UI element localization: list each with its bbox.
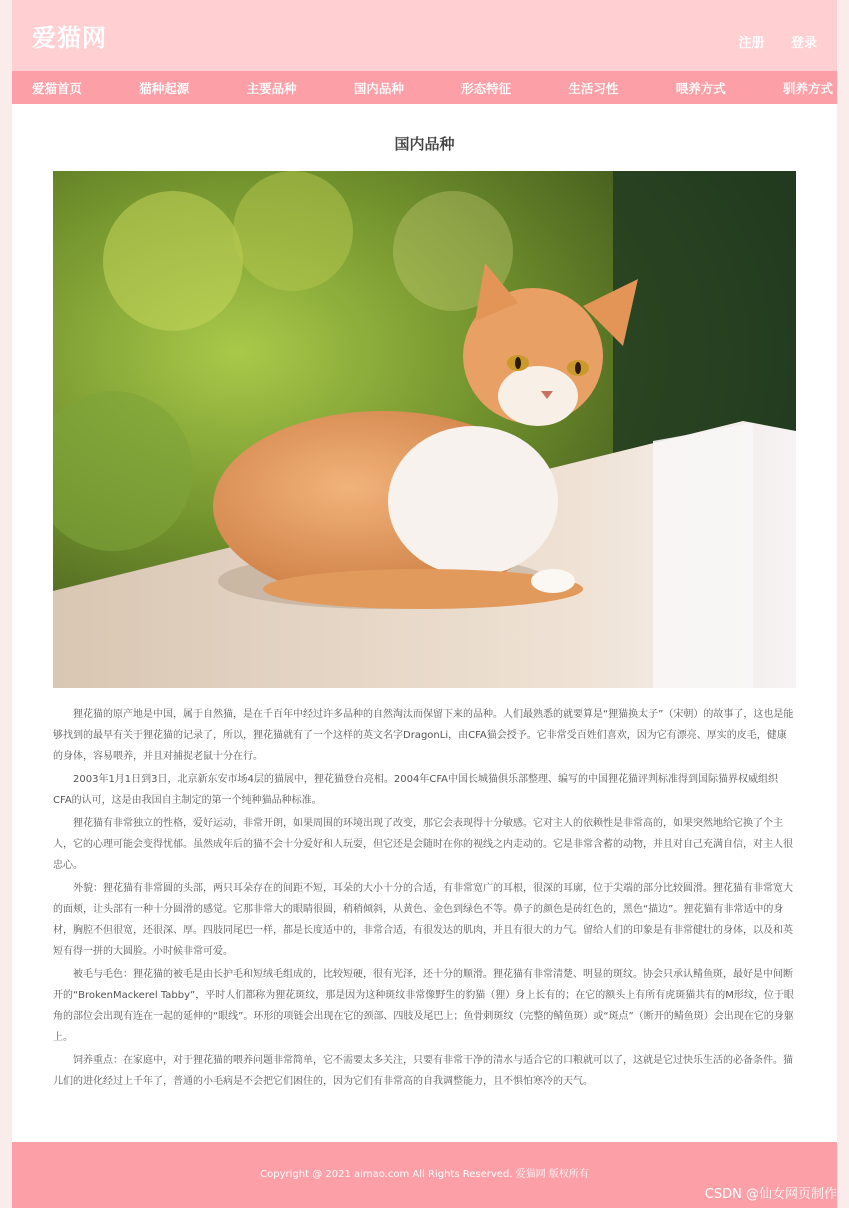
nav-item-breeds[interactable]: 主要品种 — [246, 80, 297, 96]
site-header — [12, 0, 837, 71]
page-container — [12, 0, 837, 1180]
nav-item-habits[interactable]: 生活习性 — [568, 80, 619, 96]
copyright-text: Copyright @ 2021 aimao.com All Rights Reserved. 爱猫网 版权所有 — [260, 1169, 589, 1180]
nav-item-domestic[interactable]: 国内品种 — [353, 80, 404, 96]
paragraph: 狸花猫有非常独立的性格，爱好运动，非常开朗，如果周围的环境出现了改变，那它会表现得十分敏感。它对主人的依赖性是非常高的，如果突然地给它换了个主人，它的心理可能会变得忧郁。虽然成年后的猫不会十分爱好和人玩耍，但它还是会随时在你的视线之内走动的。它是非常含蓄的动物，并且对自己充满自信，对主人很忠心。 — [53, 818, 793, 871]
paragraph: 2003年1月1日到3日，北京新东安市场4层的猫展中，狸花猫登台亮相。2004年CFA中国长城猫俱乐部整理、编写的中国狸花猫评判标准得到国际猫界权威组织CFA的认可，这是由我国自主制定的第一个纯种猫品种标准。 — [53, 774, 779, 806]
nav-item-home[interactable]: 爱猫首页 — [32, 80, 83, 96]
paragraph: 饲养重点：在家庭中，对于狸花猫的喂养问题非常简单，它不需要太多关注，只要有非常干净的清水与适合它的口粮就可以了，这就是它过快乐生活的必备条件。猫儿们的进化经过上千年了，普通的小毛病是不会把它们困住的，因为它们有非常高的自我调整能力，且不惧怕寒冷的天气。 — [53, 1055, 793, 1087]
login-link[interactable]: 登录 — [790, 36, 817, 51]
paragraph: 被毛与毛色：狸花猫的被毛是由长护毛和短绒毛组成的，比较短硬，很有光泽，还十分的顺滑。狸花猫有非常清楚、明显的斑纹。协会只承认鲭鱼斑，最好是中间断开的“BrokenMackerel Tabby”，平时人们都称为狸花斑纹，那是因为这种斑纹非常像野生的豹猫（狸）身上长有的；在它的额头上有所有虎斑猫共有的M形纹，位于眼角的部位会出现有连在一起的延伸的“眼线”。环形的项链会出现在它的颈部、四肢及尾巴上；鱼骨刺斑纹（完整的鲭鱼斑）或“斑点”（断开的鲭鱼斑）会出现在它的身躯上。 — [53, 969, 794, 1043]
auth-links — [716, 32, 817, 51]
page-title: 国内品种 — [394, 135, 455, 153]
watermark: CSDN @仙女网页制作 — [704, 1187, 837, 1202]
cat-photo — [53, 171, 796, 688]
nav-item-feeding[interactable]: 喂养方式 — [675, 80, 726, 96]
nav-item-origin[interactable]: 猫种起源 — [139, 80, 190, 96]
paragraph: 外貌：狸花猫有非常圆的头部，两只耳朵存在的间距不短，耳朵的大小十分的合适，有非常宽广的耳根，很深的耳廓，位于尖端的部分比较圆滑。狸花猫有非常宽大的面颊，让头部有一种十分圆滑的感觉。它那非常大的眼睛很圆，稍稍倾斜，从黄色、金色到绿色不等。鼻子的颜色是砖红色的，黑色“描边”。狸花猫有非常适中的身材，胸腔不但很宽，还很深、厚。四肢同尾巴一样，都是长度适中的，非常合适，有很发达的肌肉，并且有很大的力气。留给人们的印象是有非常健壮的身体，以及和英短有得一拼的大圆脸。小时候非常可爱。 — [53, 883, 793, 957]
main-nav — [12, 71, 837, 104]
article-body — [53, 704, 796, 1094]
paragraph: 狸花猫的原产地是中国，属于自然猫，是在千百年中经过许多品种的自然淘汰而保留下来的品种。人们最熟悉的就要算是“狸猫换太子”（宋朝）的故事了，这也是能够找到的最早有关于狸花猫的记录了，所以，狸花猫就有了一个这样的英文名字DragonLi，由CFA猫会授予。它非常受百姓们喜欢，因为它有漂亮、厚实的皮毛，健康的身体，容易喂养，并且对捕捉老鼠十分在行。 — [53, 709, 794, 762]
register-link[interactable]: 注册 — [738, 36, 765, 51]
nav-item-training[interactable]: 驯养方式 — [782, 80, 833, 96]
nav-item-features[interactable]: 形态特征 — [461, 80, 512, 96]
main-content — [12, 104, 837, 1142]
site-logo[interactable]: 爱猫网 — [32, 24, 107, 52]
